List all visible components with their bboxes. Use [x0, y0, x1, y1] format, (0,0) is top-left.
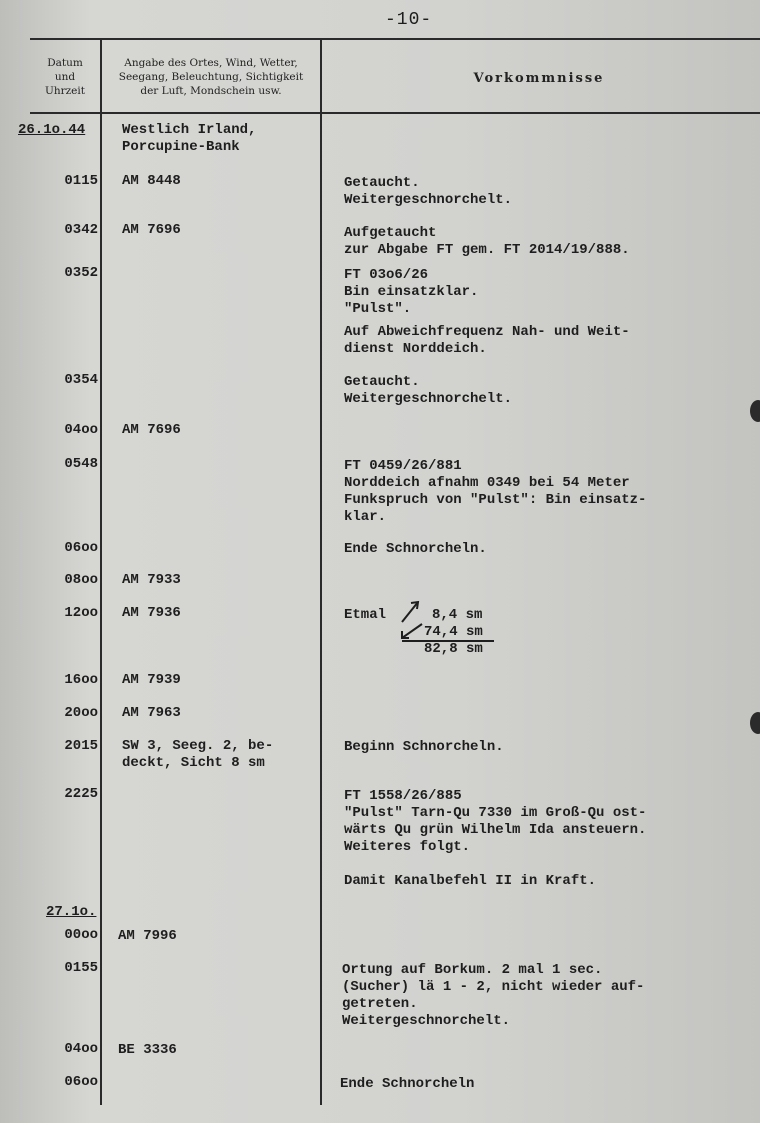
- entry-event: FT 03o6/26: [344, 267, 429, 283]
- binder-hole: [750, 712, 760, 734]
- header-rule: [30, 112, 760, 114]
- entry-event: FT 1558/26/885: [344, 788, 462, 804]
- entry-event: Weitergeschnorchelt.: [342, 1013, 511, 1029]
- entry-event: Weitergeschnorchelt.: [344, 391, 513, 407]
- entry-time: 00oo: [64, 927, 98, 943]
- entry-event: getreten.: [342, 996, 418, 1012]
- entry-event: Weitergeschnorchelt.: [344, 192, 513, 208]
- entry-place: Westlich Irland,: [122, 122, 257, 138]
- header-events-column: Vorkommnisse: [473, 71, 605, 86]
- entry-place: Porcupine-Bank: [122, 139, 240, 155]
- entry-event: Damit Kanalbefehl II in Kraft.: [344, 873, 597, 889]
- entry-place: AM 7933: [122, 572, 181, 588]
- entry-place: AM 7696: [122, 422, 181, 438]
- entry-time: 0115: [64, 173, 98, 189]
- entry-event: Bin einsatzklar.: [344, 284, 479, 300]
- entry-event: Ende Schnorcheln.: [344, 541, 487, 557]
- entry-event: Getaucht.: [344, 175, 420, 191]
- entry-time: 2225: [64, 786, 98, 802]
- entry-event: Norddeich afnahm 0349 bei 54 Meter: [344, 475, 630, 491]
- entry-time: 0548: [64, 456, 98, 472]
- header-place-line: der Luft, Mondschein usw.: [140, 85, 282, 97]
- entry-event: klar.: [344, 509, 387, 525]
- entry-event: Auf Abweichfrequenz Nah- und Weit-: [344, 324, 630, 340]
- binder-hole: [750, 400, 760, 422]
- entry-time: 0354: [64, 372, 98, 388]
- entry-time: 16oo: [64, 672, 98, 688]
- entry-event: Beginn Schnorcheln.: [344, 739, 504, 755]
- entry-place: deckt, Sicht 8 sm: [122, 755, 265, 771]
- entry-event: Getaucht.: [344, 374, 420, 390]
- etmal-arrows: [398, 598, 426, 642]
- entry-place: AM 7996: [118, 928, 177, 944]
- entry-place: AM 7963: [122, 705, 181, 721]
- entry-event: "Pulst".: [344, 301, 412, 317]
- entry-event: Aufgetaucht: [344, 225, 437, 241]
- entry-time: 0352: [64, 265, 98, 281]
- header-date-column: [32, 56, 98, 98]
- entry-time: 2015: [64, 738, 98, 754]
- entry-event: FT 0459/26/881: [344, 458, 462, 474]
- header-date-line: Uhrzeit: [45, 85, 85, 97]
- entry-event: Ende Schnorcheln: [340, 1076, 475, 1092]
- entry-event: Weiteres folgt.: [344, 839, 471, 855]
- entry-event: (Sucher) lä 1 - 2, nicht wieder auf-: [342, 979, 645, 995]
- entry-place: BE 3336: [118, 1042, 177, 1058]
- entry-place: AM 7936: [122, 605, 181, 621]
- entry-event: Ortung auf Borkum. 2 mal 1 sec.: [342, 962, 603, 978]
- entry-date: 26.1o.44: [18, 122, 86, 138]
- entry-place: AM 8448: [122, 173, 181, 189]
- header-place-line: Angabe des Ortes, Wind, Wetter,: [124, 57, 298, 69]
- page-number: -10-: [385, 10, 433, 30]
- entry-event: wärts Qu grün Wilhelm Ida ansteuern.: [344, 822, 647, 838]
- entry-time: 06oo: [64, 540, 98, 556]
- etmal-total: 82,8 sm: [424, 641, 483, 657]
- header-date-line: Datum: [47, 57, 83, 69]
- entry-time: 20oo: [64, 705, 98, 721]
- top-rule: [30, 38, 760, 40]
- entry-time: 0155: [64, 960, 98, 976]
- entry-event: "Pulst" Tarn-Qu 7330 im Groß-Qu ost-: [344, 805, 647, 821]
- header-date-line: und: [54, 71, 76, 83]
- etmal-value-2: 74,4 sm: [424, 624, 483, 640]
- entry-place: AM 7939: [122, 672, 181, 688]
- header-place-line: Seegang, Beleuchtung, Sichtigkeit: [118, 71, 304, 83]
- etmal-label: Etmal: [344, 607, 387, 623]
- header-place-column: [104, 56, 318, 98]
- column-divider-1: [100, 40, 102, 1105]
- entry-date: 27.1o.: [46, 904, 97, 920]
- entry-time: 06oo: [64, 1074, 98, 1090]
- entry-event: dienst Norddeich.: [344, 341, 487, 357]
- entry-time: 04oo: [64, 422, 98, 438]
- entry-time: 12oo: [64, 605, 98, 621]
- etmal-value-1: 8,4 sm: [432, 607, 483, 623]
- entry-time: 0342: [64, 222, 98, 238]
- entry-event: Funkspruch von "Pulst": Bin einsatz-: [344, 492, 647, 508]
- column-divider-2: [320, 40, 322, 1105]
- entry-place: SW 3, Seeg. 2, be-: [122, 738, 274, 754]
- entry-time: 08oo: [64, 572, 98, 588]
- entry-time: 04oo: [64, 1041, 98, 1057]
- entry-event: zur Abgabe FT gem. FT 2014/19/888.: [344, 242, 630, 258]
- entry-place: AM 7696: [122, 222, 181, 238]
